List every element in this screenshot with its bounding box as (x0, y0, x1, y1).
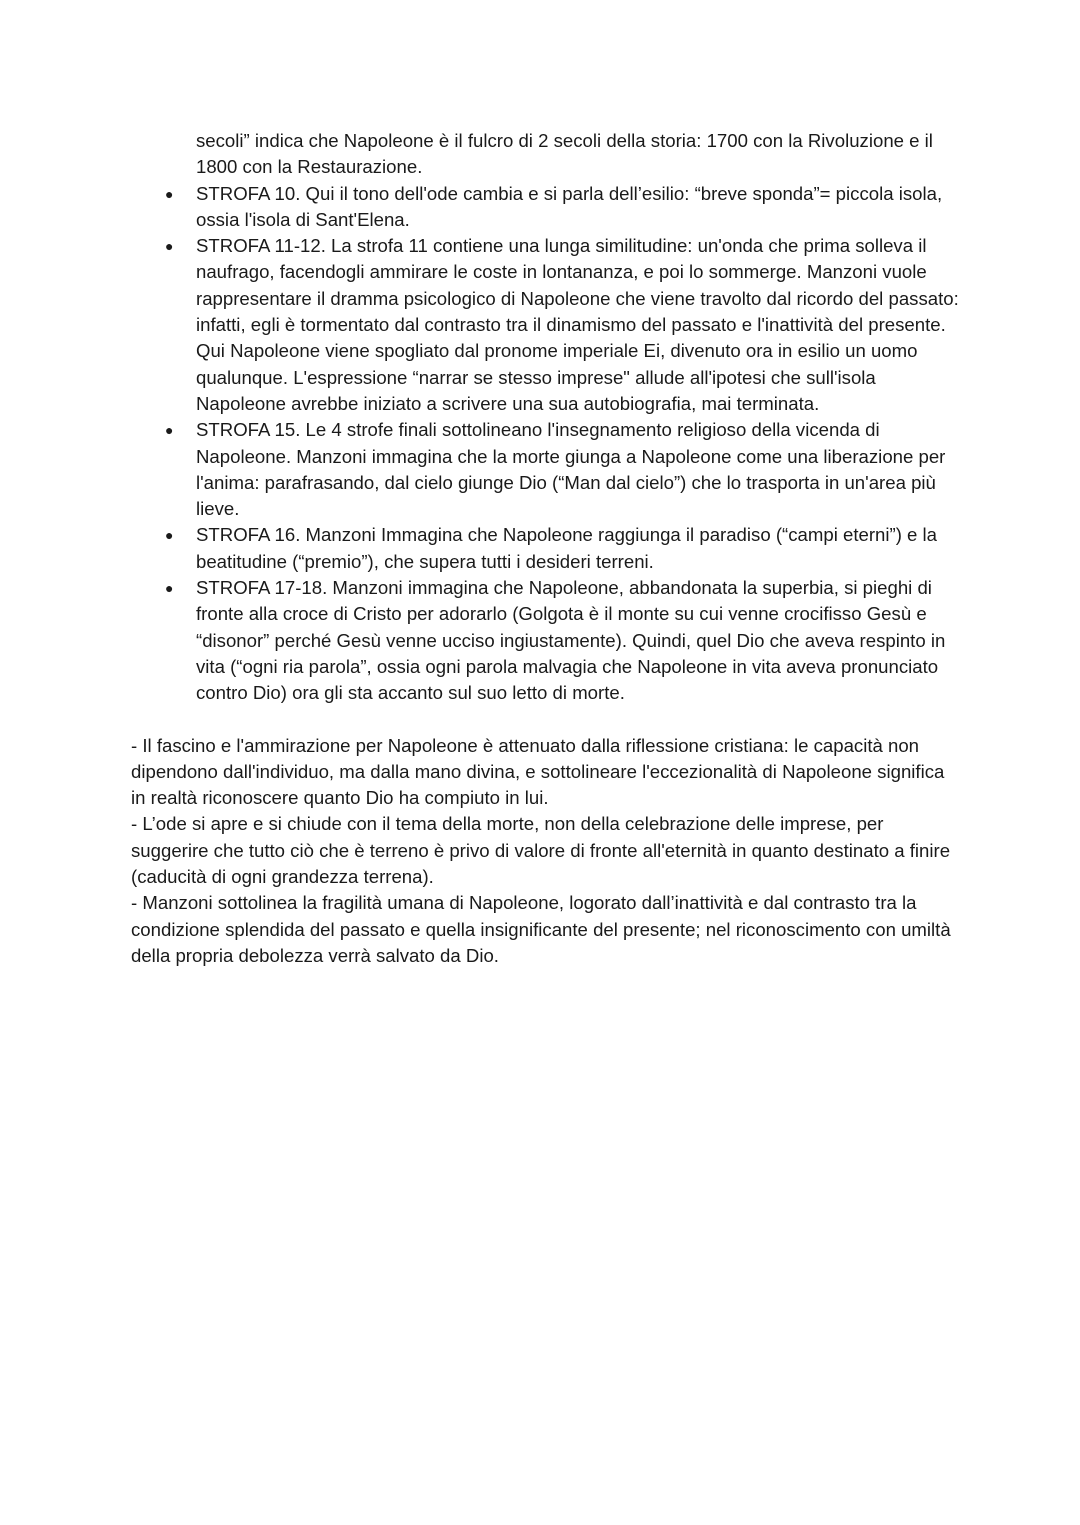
bullet-icon: ● (165, 238, 174, 255)
list-item (131, 233, 961, 417)
bullet-icon: ● (165, 185, 174, 202)
paragraph-spacer (131, 707, 961, 733)
bullet-icon: ● (165, 527, 174, 544)
list-item (131, 417, 961, 522)
bullet-icon: ● (165, 422, 174, 439)
list-item (131, 522, 961, 575)
note-paragraph: - L’ode si apre e si chiude con il tema della morte, non della celebrazione delle imprese, per suggerire che tutto ciò che è terreno è privo di valore di fronte all'eternità in quanto destinato a finire (caducità di ogni grandezza terrena). (131, 813, 951, 888)
list-item-text: STROFA 17-18. Manzoni immagina che Napoleone, abbandonata la superbia, si pieghi di fronte alla croce di Cristo per adorarlo (Golgota è il monte su cui venne crocifisso Gesù e “disonor” perché Gesù venne ucciso ingiustamente). Quindi, quel Dio che aveva respinto in vita (“ogni ria parola”, ossia ogni parola malvagia che Napoleone in vita aveva pronunciato contro Dio) ora gli sta accanto sul suo letto di morte. (196, 577, 946, 704)
list-item (131, 575, 961, 706)
note-paragraph: - Manzoni sottolinea la fragilità umana di Napoleone, logorato dall’inattività e dal contrasto tra la condizione splendida del passato e quella insignificante del presente; nel riconoscimento con umiltà della propria debolezza verrà salvato da Dio. (131, 892, 951, 966)
list-item-text: STROFA 16. Manzoni Immagina che Napoleone raggiunga il paradiso (“campi eterni”) e la beatitudine (“premio”), che supera tutti i desideri terreni. (196, 524, 938, 572)
list-item-text: STROFA 10. Qui il tono dell'ode cambia e si parla dell’esilio: “breve sponda”= piccola isola, ossia l'isola di Sant'Elena. (196, 182, 943, 230)
closing-notes (131, 733, 961, 970)
strofe-list (131, 181, 961, 707)
bullet-icon: ● (165, 580, 174, 597)
document-body (131, 128, 961, 969)
list-item (131, 181, 961, 234)
list-item-text: STROFA 15. Le 4 strofe finali sottolineano l'insegnamento religioso della vicenda di Napoleone. Manzoni immagina che la morte giunga a Napoleone come una liberazione per l'anima: parafrasando, dal cielo giunge Dio (“Man dal cielo”) che lo trasporta in un'area più lieve. (196, 419, 946, 520)
note-paragraph: - Il fascino e l'ammirazione per Napoleone è attenuato dalla riflessione cristiana: le capacità non dipendono dall'individuo, ma dalla mano divina, e sottolineare l'eccezionalità di Napoleone significa in realtà riconoscere quanto Dio ha compiuto in lui. (131, 734, 945, 809)
continuation-paragraph: secoli” indica che Napoleone è il fulcro di 2 secoli della storia: 1700 con la Rivoluzione e il 1800 con la Restaurazione. (196, 130, 933, 178)
list-item-text: STROFA 11-12. La strofa 11 contiene una lunga similitudine: un'onda che prima solleva il naufrago, facendogli ammirare le coste in lontananza, e poi lo sommerge. Manzoni vuole rappresentare il dramma psicologico di Napoleone che viene travolto dal ricordo del passato: infatti, egli è tormentato dal contrasto tra il dinamismo del passato e l'inattività del presente. Qui Napoleone viene spogliato dal pronome imperiale Ei, divenuto ora in esilio un uomo qualunque. L'espressione “narrar se stesso imprese" allude all'ipotesi che sull'isola Napoleone avrebbe iniziato a scrivere una sua autobiografia, mai terminata. (196, 235, 959, 414)
